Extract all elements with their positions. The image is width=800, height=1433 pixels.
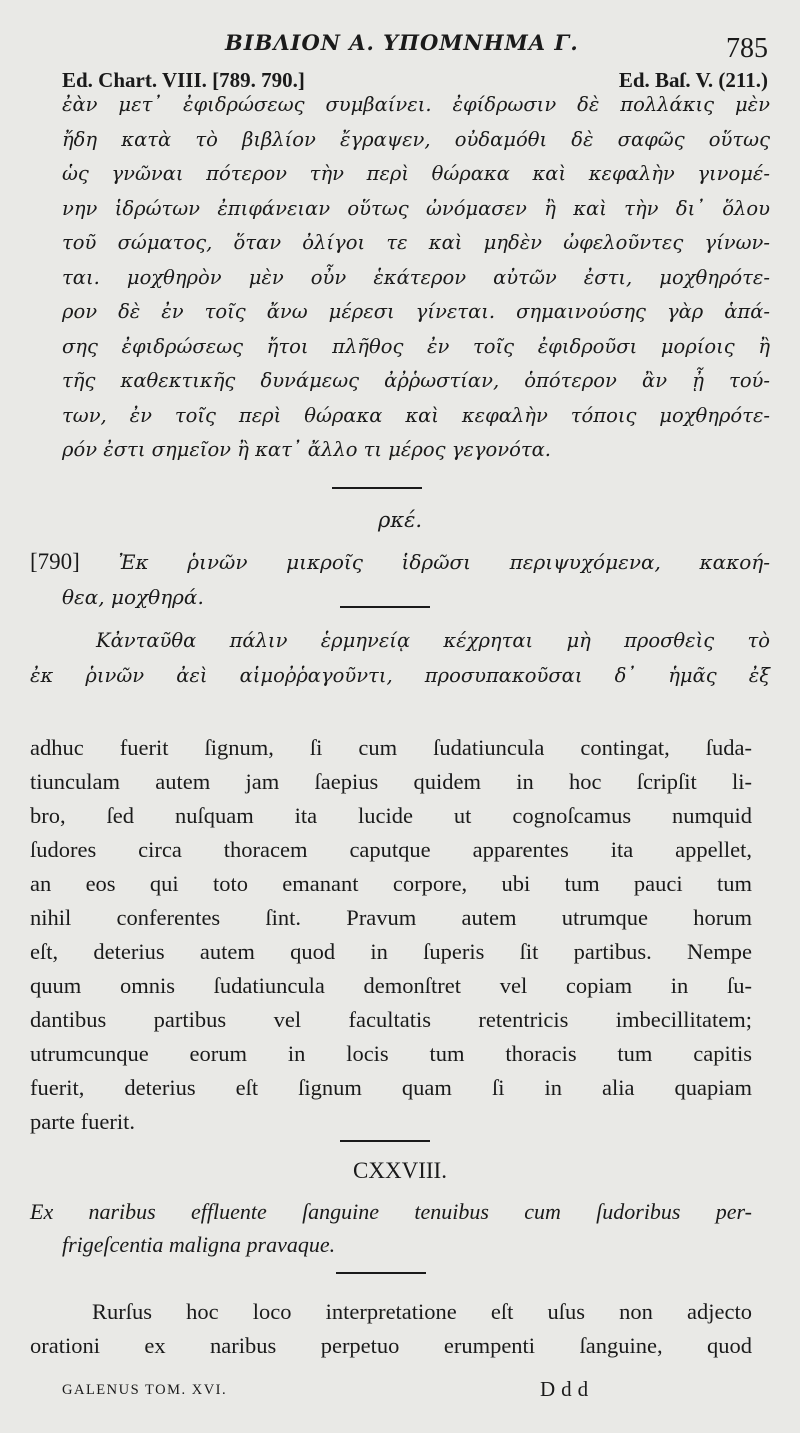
greek-aphorism-line: θεα, μοχθηρά.	[62, 584, 204, 609]
edition-chartier-ref: Ed. Chart. VIII. [789. 790.]	[62, 68, 305, 92]
latin-line: ſudores circa thoracem caputque apparentes ita appellet,	[30, 837, 752, 862]
footer-volume: GALENUS TOM. XVI.	[62, 1382, 228, 1398]
latin-section-number: CXXVIII.	[353, 1158, 447, 1183]
greek-line: ὡς γνῶναι πότερον τὴν περὶ θώρακα καὶ κεφαλὴν γινομέ-	[62, 162, 770, 185]
latin-line: an eos qui toto emanant corpore, ubi tum pauci tum	[30, 871, 752, 896]
section-divider	[340, 1140, 430, 1142]
chartier-page-marker: [790]	[30, 549, 80, 574]
greek-line: τοῦ σώματος, ὅταν ὀλίγοι τε καὶ μηδὲν ὠφελοῦντες γίνων-	[62, 231, 770, 254]
latin-commentary-line: Rurſus hoc loco interpretatione eſt uſus non adjecto	[92, 1299, 752, 1324]
latin-text-block	[30, 731, 752, 1139]
greek-commentary-line: ἐκ ῥινῶν ἀεὶ αἱμοῤῥαγοῦντι, προσυπακοῦσαι δ᾽ ἡμᾶς ἐξ	[30, 663, 770, 687]
latin-line: parte fuerit.	[30, 1109, 135, 1134]
greek-text-block	[62, 88, 770, 468]
greek-line: ται. μοχθηρὸν μὲν οὖν ἑκάτερον αὐτῶν ἐστι, μοχθηρότε-	[62, 265, 770, 289]
greek-aphorism-line: Ἐκ ῥινῶν μικροῖς ἱδρῶσι περιψυχόμενα, κακοή-	[118, 550, 770, 574]
greek-line: ρόν ἐστι σημεῖον ἢ κατ᾽ ἄλλο τι μέρος γεγονότα.	[62, 438, 551, 461]
section-divider	[340, 606, 430, 608]
greek-commentary	[30, 624, 770, 693]
latin-line: tiunculam autem jam ſaepius quidem in hoc ſcripſit li-	[30, 769, 752, 794]
latin-line: nihil conferentes ſint. Pravum autem utrumque horum	[30, 905, 752, 930]
greek-commentary-line: Κἀνταῦθα πάλιν ἑρμηνείᾳ κέχρηται μὴ προσθεὶς τὸ	[96, 629, 770, 652]
latin-line: dantibus partibus vel facultatis retentricis imbecillitatem;	[30, 1007, 752, 1032]
latin-line: eſt, deterius autem quod in ſuperis ſit partibus. Nempe	[30, 939, 752, 964]
latin-line: bro, ſed nuſquam ita lucide ut cognoſcamus numquid	[30, 803, 752, 828]
latin-line: quum omnis ſudatiuncula demonſtret vel copiam in ſu-	[30, 973, 752, 998]
greek-line: ρον δὲ ἐν τοῖς ἄνω μέρεσι γίνεται. σημαινούσης γὰρ ἁπά-	[62, 300, 770, 323]
page-number: 785	[726, 33, 768, 64]
greek-aphorism	[30, 545, 770, 614]
section-divider	[332, 487, 422, 489]
running-title: ΒΙΒΛΙΟΝ Α. ΥΠΟΜΝΗΜΑ Γ.	[225, 30, 579, 55]
greek-line: των, ἐν τοῖς περὶ θώρακα καὶ κεφαλὴν τόποις μοχθηρότε-	[62, 403, 770, 427]
latin-line: fuerit, deterius eſt ſignum quam ſi in alia quapiam	[30, 1075, 752, 1100]
latin-aphorism	[30, 1195, 752, 1261]
greek-line: ἐὰν μετ᾽ ἐφιδρώσεως συμβαίνει. ἐφίδρωσιν δὲ πολλάκις μὲν	[62, 93, 770, 116]
edition-basel-ref: Ed. Baſ. V. (211.)	[618, 68, 768, 92]
latin-line: adhuc fuerit ſignum, ſi cum ſudatiuncula contingat, ſuda-	[30, 735, 752, 760]
latin-commentary-line: orationi ex naribus perpetuo erumpenti ſanguine, quod	[30, 1333, 752, 1358]
greek-line: νην ἱδρώτων ἐπιφάνειαν οὕτως ὠνόμασεν ἢ καὶ τὴν δι᾽ ὅλου	[62, 196, 770, 220]
latin-aphorism-line: frigeſcentia maligna pravaque.	[62, 1232, 336, 1257]
latin-aphorism-line: Ex naribus effluente ſanguine tenuibus cum ſudoribus per-	[30, 1199, 752, 1224]
greek-section-number: ρκέ.	[377, 508, 423, 532]
greek-line: σης ἐφιδρώσεως ἤτοι πλῆθος ἐν τοῖς ἐφιδροῦσι μορίοις ἢ	[62, 334, 770, 358]
greek-line: τῆς καθεκτικῆς δυνάμεως ἀῤῥωστίαν, ὁπότερον ἂν ᾖ τού-	[62, 369, 770, 392]
latin-line: utrumcunque eorum in locis tum thoracis tum capitis	[30, 1041, 752, 1066]
footer-signature: Ddd	[540, 1377, 595, 1401]
latin-commentary	[30, 1295, 752, 1363]
greek-line: ἤδη κατὰ τὸ βιβλίον ἔγραψεν, οὐδαμόθι δὲ σαφῶς οὕτως	[62, 127, 770, 151]
section-divider	[336, 1272, 426, 1274]
